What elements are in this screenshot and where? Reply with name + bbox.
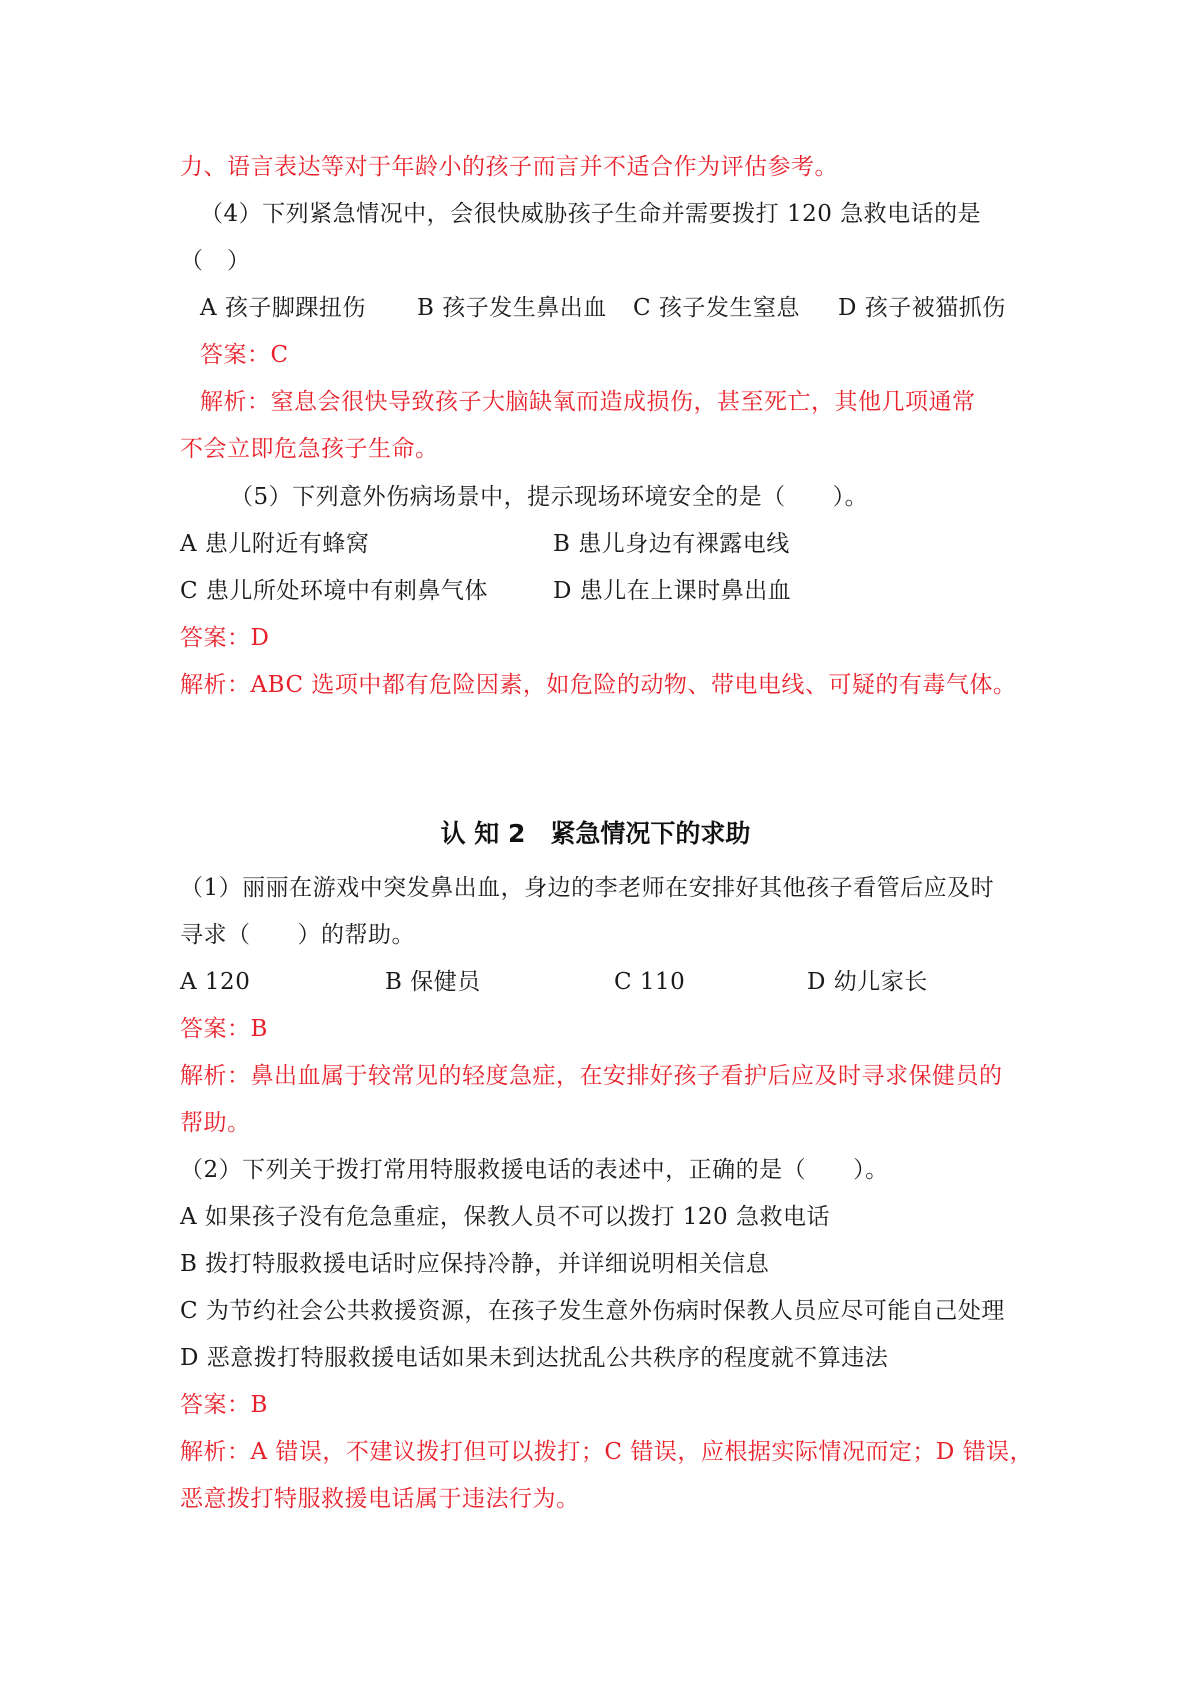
question-5-option-b: B 患儿身边有裸露电线 <box>553 531 790 557</box>
s2-question-2-stem: （2）下列关于拨打常用特服救援电话的表述中，正确的是（ ）。 <box>180 1157 889 1183</box>
question-4-analysis-cont: 不会立即危急孩子生命。 <box>180 436 439 462</box>
question-5-stem: （5）下列意外伤病场景中，提示现场环境安全的是（ ）。 <box>230 484 869 510</box>
question-5-option-c: C 患儿所处环境中有刺鼻气体 <box>180 578 488 604</box>
section-heading: 认 知 2 紧急情况下的求助 <box>440 819 751 848</box>
s2-question-1-answer: 答案：B <box>180 1016 268 1042</box>
question-4-stem-bracket: （ ） <box>180 248 251 274</box>
question-4-answer: 答案：C <box>200 342 289 368</box>
question-4-option-c: C 孩子发生窒息 <box>633 295 800 321</box>
s2-question-2-option-a: A 如果孩子没有危急重症，保教人员不可以拨打 120 急救电话 <box>180 1204 830 1230</box>
question-5-option-d: D 患儿在上课时鼻出血 <box>553 578 792 604</box>
question-4-analysis: 解析：窒息会很快导致孩子大脑缺氧而造成损伤，甚至死亡，其他几项通常 <box>200 389 976 415</box>
s2-question-1-option-b: B 保健员 <box>385 969 481 995</box>
s2-question-1-stem: （1）丽丽在游戏中突发鼻出血，身边的李老师在安排好其他孩子看管后应及时 <box>180 875 995 901</box>
s2-question-1-analysis: 解析：鼻出血属于较常见的轻度急症，在安排好孩子看护后应及时寻求保健员的 <box>180 1063 1003 1089</box>
question-4-stem: （4）下列紧急情况中，会很快威胁孩子生命并需要拨打 120 急救电话的是 <box>200 201 982 227</box>
s2-question-2-option-d: D 恶意拨打特服救援电话如果未到达扰乱公共秩序的程度就不算违法 <box>180 1345 889 1371</box>
question-5-answer: 答案：D <box>180 625 270 651</box>
s2-question-1-analysis-cont: 帮助。 <box>180 1110 251 1136</box>
question-4-option-b: B 孩子发生鼻出血 <box>417 295 607 321</box>
question-5-analysis: 解析：ABC 选项中都有危险因素，如危险的动物、带电电线、可疑的有毒气体。 <box>180 672 1017 698</box>
s2-question-2-option-c: C 为节约社会公共救援资源，在孩子发生意外伤病时保教人员应尽可能自己处理 <box>180 1298 1005 1324</box>
s2-question-1-stem-cont: 寻求（ ）的帮助。 <box>180 922 415 948</box>
s2-question-1-option-a: A 120 <box>180 969 251 995</box>
s2-question-2-analysis: 解析：A 错误，不建议拨打但可以拨打；C 错误，应根据实际情况而定；D 错误， <box>180 1439 1034 1465</box>
s2-question-1-option-d: D 幼儿家长 <box>807 969 928 995</box>
s2-question-1-option-c: C 110 <box>614 969 686 995</box>
s2-question-2-analysis-cont: 恶意拨打特服救援电话属于违法行为。 <box>180 1486 580 1512</box>
question-4-option-a: A 孩子脚踝扭伤 <box>200 295 366 321</box>
question-5-option-a: A 患儿附近有蜂窝 <box>180 531 370 557</box>
s2-question-2-option-b: B 拨打特服救援电话时应保持冷静，并详细说明相关信息 <box>180 1251 770 1277</box>
analysis-continuation: 力、语言表达等对于年龄小的孩子而言并不适合作为评估参考。 <box>180 154 838 180</box>
s2-question-2-answer: 答案：B <box>180 1392 268 1418</box>
question-4-option-d: D 孩子被猫抓伤 <box>838 295 1006 321</box>
